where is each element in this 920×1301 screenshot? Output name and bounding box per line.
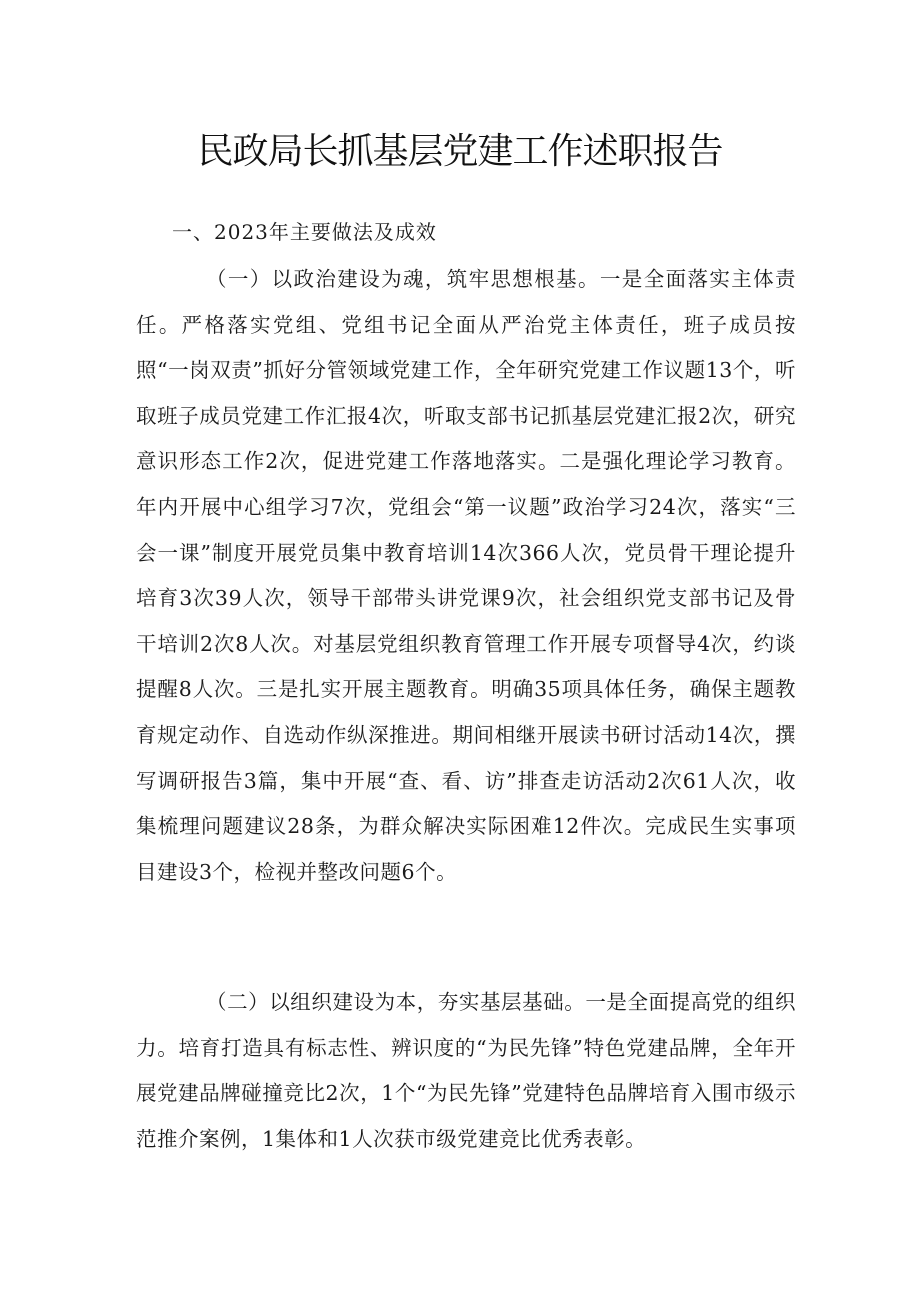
paragraph-organization-building: （二）以组织建设为本，夯实基层基础。一是全面提高党的组织力。培育打造具有标志性、辨识度的“为民先锋”特色党建品牌，全年开展党建品牌碰撞竞比2次，1个“为民先锋”党建特色品牌培育入围市级示范推介案例，1集体和1人次获市级党建竞比优秀表彰。 <box>136 990 796 1151</box>
paragraph-political-building: （一）以政治建设为魂，筑牢思想根基。一是全面落实主体责任。严格落实党组、党组书记全面从严治党主体责任，班子成员按照“一岗双责”抓好分管领域党建工作，全年研究党建工作议题13个，听取班子成员党建工作汇报4次，听取支部书记抓基层党建汇报2次，研究意识形态工作2次，促进党建工作落地落实。二是强化理论学习教育。年内开展中心组学习7次，党组会“第一议题”政治学习24次，落实“三会一课”制度开展党员集中教育培训14次366人次，党员骨干理论提升培育3次39人次，领导干部带头讲党课9次，社会组织党支部书记及骨干培训2次8人次。对基层党组织教育管理工作开展专项督导4次，约谈提醒8人次。三是扎实开展主题教育。明确35项具体任务，确保主题教育规定动作、自选动作纵深推进。期间相继开展读书研讨活动14次，撰写调研报告3篇，集中开展“查、看、访”排查走访活动2次61人次，收集梳理问题建议28条，为群众解决实际困难12件次。完成民生实事项目建设3个，检视并整改问题6个。 <box>136 267 796 884</box>
document-title: 民政局长抓基层党建工作述职报告 <box>197 131 723 172</box>
section-heading: 一、2023年主要做法及成效 <box>172 220 437 244</box>
